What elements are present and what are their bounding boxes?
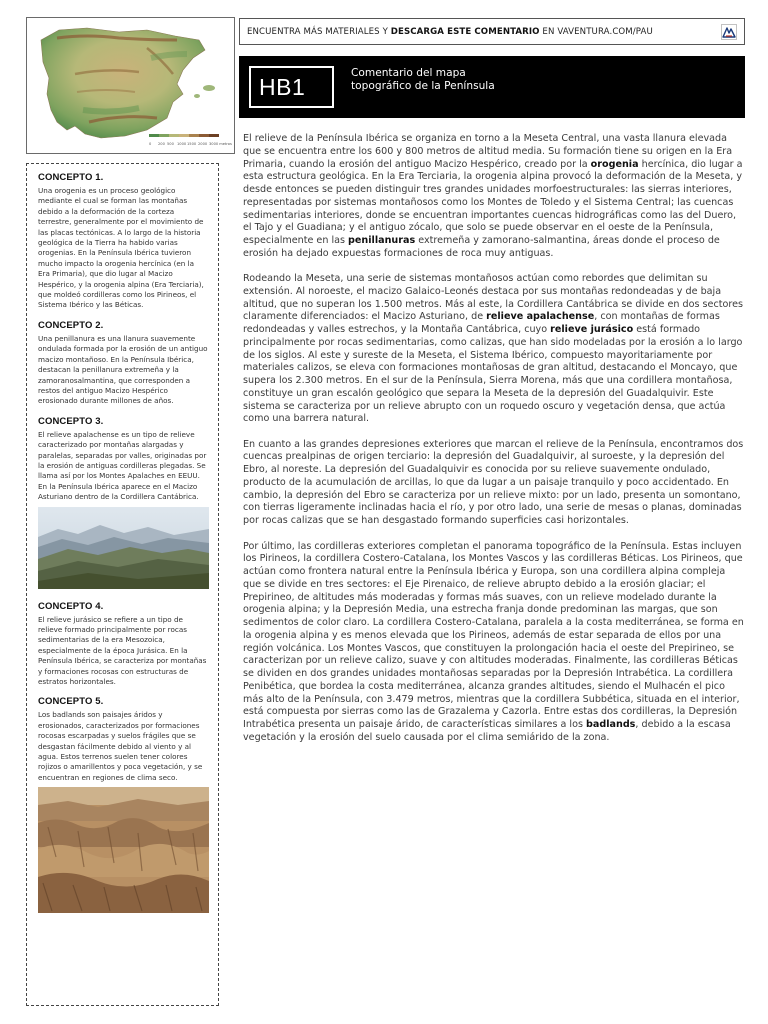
legend-tick: 2000	[198, 142, 208, 146]
legend-tick: 1500	[187, 142, 197, 146]
concepts-sidebar	[26, 163, 219, 1006]
concept-title: CONCEPTO 2.	[38, 319, 104, 331]
concept-text: Una orogenia es un proceso geológico mediante el cual se forman las montañas debido a la deformación de la corteza terrestre, generalmente por el movimiento de las placas tectónicas. A lo largo de la historia geológica de la Tierra ha habido varias orogenias. En la Península Ibérica tuvieron mucho impacto la orogenia hercínica (en la Era Primaria), que dio lugar al Macizo Hespérico, y la orogenia alpina (Era Terciaria), que moldeó cordilleras como los Pirineos, el Sistema Ibérico y las Béticas.	[38, 186, 204, 310]
concept-text: El relieve apalachense es un tipo de relieve caracterizado por montañas alargadas y paralelas, separadas por valles, originadas por la erosión de antiguas cordilleras plegadas. Se llama así por los Montes Apalaches en EEUU. En la Península Ibérica aparece en el Macizo Asturiano dentro de la Cordillera Cantábrica.	[38, 429, 207, 502]
legend-tick: 3000 metros	[209, 142, 232, 146]
concept-title: CONCEPTO 3.	[38, 415, 104, 427]
text-run: En cuanto a las grandes depresiones exteriores que marcan el relieve de la Península, encontramos dos cuencas prealpinas de origen terciario: la depresión del Guadalquivir, al suroeste, y la depresión del Ebro, al noreste. La depresión del Guadalquivir es conocida por su relieve suavemente ondulado, producto de la acumulación de arcillas, lo que da lugar a un paisaje tranquilo y poco accidentado. En cambio, la depresión del Ebro se caracteriza por un relieve mixto: por un lado, presenta un somontano, con tierras ligeramente inclinadas hacia el río, y por otro lado, una serie de mesas o planas, dominadas por rocas calizas que se han desgastado formando superficies casi horizontales.	[243, 438, 744, 527]
concept-title: CONCEPTO 1.	[38, 172, 104, 183]
text-run: hercínica, dio lugar a esta estructura geológica. En la Era Terciaria, la orogenia alpina provocó la deformación de la Meseta, y desde entonces se pueden distinguir tres grandes unidades morfoestructurales: las sierras interiores, representadas por sistemas montañosos como los Montes de Toledo y el Sistema Central; las cuencas sedimentarias interiores, donde se encuentran importantes cuencas hidrográficas como las del Duero, el Tajo y el Guadiana; y el antiguo zócalo, que solo se puede observar en el oeste de la Península, especialmente en las	[243, 158, 743, 246]
legend-tick: 500	[167, 142, 174, 146]
text-run: está formado principalmente por rocas sedimentarias, como calizas, que han sido modeladas por la erosión a lo largo de los siglos. Al este y sureste de la Meseta, el Sistema Ibérico, compuesto mayoritariamente por materiales calizos, se eleva con formaciones montañosas de gran altitud, destacando el Moncayo, que supera los 2.300 metros. En el sur de la Península, Sierra Morena, más que una cordillera montañosa, constituye un gran escalón geológico que separa la Meseta de la depresión del Guadalquivir. Este sistema se caracteriza por un relieve abrupto con un roquedo oscuro y vegetación densa, que actúa como una barrera natural.	[243, 324, 743, 425]
concept-title: CONCEPTO 4.	[38, 600, 104, 612]
document-code: HB1	[249, 66, 334, 108]
legend-ticks	[149, 142, 232, 146]
text-run: Por último, las cordilleras exteriores completan el panorama topográfico de la Península. Estas incluyen los Pirineos, la cordillera Costero-Catalana, los Montes Vascos y las cordilleras Béticas. Los Pirineos, que actúan como frontera natural entre la Península Ibérica y Europa, son una cordillera alpina compleja que se divide en tres sectores: el Eje Pirenaico, de relieve abrupto debido a la erosión glaciar; el Prepirineo, de altitudes más moderadas y formas más suaves, con un relieve modelado durante la orogenia alpina; y la Depresión Media, una estrecha franja donde predominan las margas, que son sedimentos de color claro. La cordillera Costero-Catalana, paralela a la costa mediterránea, se forma en la orogenia alpina y es menos elevada que los Pirineos, además de estar separada de ellos por una región volcánica. Los Montes Vascos, que constituyen la prolongación hacia el oeste del Prepirineo, se caracterizan por un relieve calizo, suave y con altitudes moderadas. Finalmente, las cordilleras Béticas se dividen en dos grandes unidades montañosas separadas por la Depresión Intrabética. La cordillera Penibética, que bordea la costa mediterránea, alcanza grandes altitudes, siendo el Mulhacén el pico más alto de la Península, con 3.479 metros, mientras que la cordillera Subbética, situada en el interior, está compuesta por sierras como las de Grazalema y Cazorla. Entre estas dos cordilleras, la Depresión Intrabética presenta un paisaje árido, de características similares a los	[243, 540, 744, 731]
document-title	[351, 67, 495, 93]
key-term: penillanuras	[348, 235, 416, 246]
document-title-line2: topográfico de la Península	[351, 80, 495, 92]
banner-text-pre: ENCUENTRA MÁS MATERIALES Y	[247, 26, 391, 37]
concept-text: Los badlands son paisajes áridos y erosionados, caracterizados por formaciones rocosas escarpadas y suelos frágiles que se desgastan fácilmente debido al viento y al agua. Estos terrenos suelen tener colores rojizos o amarillentos y poca vegetación, y se encuentran en regiones de clima seco.	[38, 710, 203, 782]
concept-1	[38, 172, 208, 311]
text-run: El relieve de la Península Ibérica se organiza en torno a la Meseta Central, una vasta llanura elevada que se encuentra entre los 600 y 800 metros de altitud media. Su formación tiene su origen en la Era Primaria, cuando la erosión del antiguo Macizo Hespérico, creado por la	[243, 133, 733, 170]
key-term: relieve jurásico	[550, 324, 634, 336]
text-run: Rodeando la Meseta, una serie de sistemas montañosos actúan como rebordes que delimitan su extensión. Al noroeste, el macizo Galaico-Leonés destaca por sus montañas redondeadas y de baja altitud, que no superan los 1.500 metros. Más al este, la Cordillera Cantábrica se divide en dos sectores claramente diferenciados: el Macizo Asturiano, de	[243, 273, 743, 323]
download-banner[interactable]	[239, 18, 745, 45]
commentary-paragraph	[243, 273, 746, 426]
banner-text-bold: DESCARGA ESTE COMENTARIO	[390, 26, 540, 37]
vaventura-logo-icon[interactable]	[721, 24, 737, 40]
text-run: extremeña y zamorano-salmantina, áreas donde el proceso de erosión ha dejado expuestas formaciones de roca muy antiguas.	[243, 235, 720, 259]
badlands-landscape-photo	[38, 787, 209, 913]
concept-5	[38, 696, 208, 783]
legend-tick: 200	[158, 142, 165, 146]
legend-tick: 1000	[177, 142, 187, 146]
key-term: badlands	[586, 719, 636, 731]
apalachense-landscape-photo	[38, 507, 209, 589]
text-run: , con montañas de formas redondeadas y valles estrechos, y la Montaña Cantábrica, cuyo	[243, 311, 720, 336]
banner-text-post: EN VAVENTURA.COM/PAU	[539, 26, 653, 37]
commentary-body	[243, 133, 746, 757]
text-run: , debido a la escasa vegetación y la erosión del suelo causada por el clima semiárido de la zona.	[243, 719, 731, 743]
concept-text: Una penillanura es una llanura suavemente ondulada formada por la erosión de un antiguo macizo montañoso. En la Península Ibérica, destacan la penillanura extremeña y la zamoranosalmantina, que corresponden a restos del antiguo Macizo Hespérico erosionado durante millones de años.	[38, 333, 208, 406]
commentary-paragraph	[243, 133, 746, 261]
topographic-map-image	[26, 17, 235, 154]
document-title-line1: Comentario del mapa	[351, 67, 466, 79]
concept-3	[38, 416, 208, 503]
concept-text: El relieve jurásico se refiere a un tipo de relieve formado principalmente por rocas sedimentarias de la era Mesozoica, especialmente de la época Jurásica. En la Península Ibérica, se caracteriza por montañas y formaciones rocosas con estructuras de estratos horizontales.	[38, 614, 207, 686]
key-term: orogenia	[590, 158, 639, 170]
commentary-paragraph	[243, 439, 746, 528]
concept-4	[38, 601, 208, 688]
concept-title: CONCEPTO 5.	[38, 696, 104, 708]
concept-2	[38, 320, 208, 407]
key-term: relieve apalachense	[486, 311, 595, 323]
commentary-paragraph	[243, 541, 746, 745]
legend-tick: 0	[149, 142, 152, 146]
title-bar	[239, 56, 745, 118]
